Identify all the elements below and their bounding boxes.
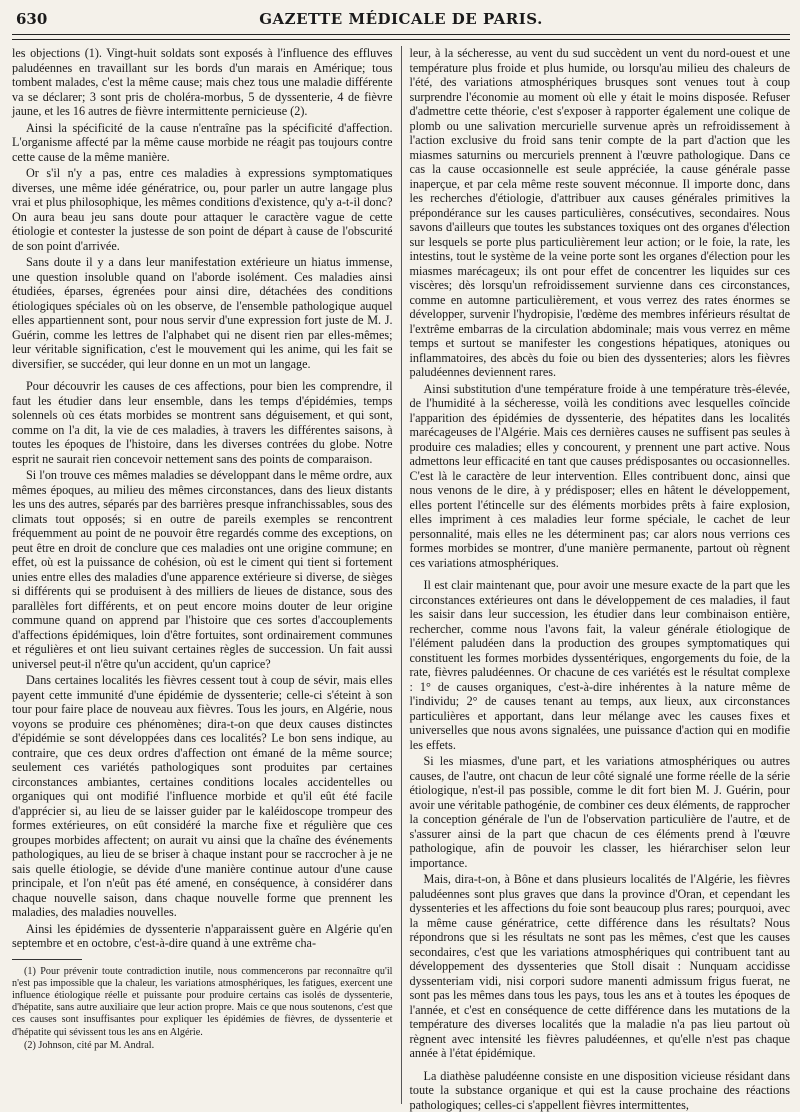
text-columns — [12, 46, 790, 1104]
footnote-rule — [12, 959, 82, 960]
page-header — [12, 10, 790, 32]
paragraph: Dans certaines localités les fièvres cessent tout à coup de sévir, mais elles payent cette immunité d'une épidémie de dyssenterie; celle-ci s'éteint à son tour pour faire place de nouveau aux fièvres. Tous les jours, en Algérie, nous voyons se produire ces phénomènes; dira-t-on que deux causes distinctes d'épidémie se sont développées dans ces localités? Le bon sens indique, au contraire, que ces deux ordres d'affection ont émané de la même source; seulement ces variétés pathologiques sont produites par certaines circonstances ambiantes, certaines conditions locales accidentelles ou organiques qui ont modifié l'influence morbide et qu'il eût été facile d'apprécier si, au lieu de se laisser guider par le kaléidoscope trompeur des formes extérieures, on eût considéré la marche fixe et régulière que ces groupes morbides affectent; on aurait vu ainsi que la chaîne des événements pathologiques, au lieu de se briser à chaque instant pour se raccrocher à je ne sais quelle étiologie, se dévide d'une manière continue autour d'une cause principale, et l'on n'eût pas été amené, en conséquence, à considérer dans chaque nouvelle saison, dans chaque nouvelle forme que prennent les maladies, des maladies nouvelles. — [12, 673, 393, 920]
header-rule — [12, 34, 790, 40]
paragraph: Pour découvrir les causes de ces affections, pour bien les comprendre, il faut les étudier dans leur ensemble, dans les temps d'épidémies, temps solennels où ces états morbides se montrent sans déguisement, et qui sont, comme on l'a dit, la vie de ces maladies, à travers les différentes saisons, à toutes les époques de l'histoire, dans les diverses contrées du globe. Notre esprit ne saurait rien concevoir nettement sans des points de comparaison. — [12, 379, 393, 466]
paragraph: les objections (1). Vingt-huit soldats sont exposés à l'influence des effluves paludéennes en travaillant sur les bords d'un marais en Amérique; tous tombent malades, c'est la même cause; mais chez tous une maladie différente va se déclarer; 3 sont pris de choléra-morbus, 5 de dyssenterie, 4 de fièvre jaune, et les 16 autres de fièvre intermittente pernicieuse (2). — [12, 46, 393, 119]
paragraph: Or s'il n'y a pas, entre ces maladies à expressions symptomatiques diverses, une même idée génératrice, ou, pour parler un autre langage plus vrai et plus philosophique, les mêmes conditions d'existence, qu'y a-t-il donc? On aura beau jeu sans doute pour attaquer le caractère vague de cette étiologie et contester la justesse de son point de départ à cause de l'obscurité de son point d'arrivée. — [12, 166, 393, 253]
right-column — [401, 46, 791, 1104]
journal-title: GAZETTE MÉDICALE DE PARIS. — [76, 10, 726, 28]
page-number: 630 — [16, 10, 76, 28]
paragraph: leur, à la sécheresse, au vent du sud succèdent un vent du nord-ouest et une température plus froide et plus humide, ou lorsqu'au milieu des chaleurs de l'été, des variations atmosphériques brusques sont venues tout à coup surprendre l'économie au moment où elle y était le moins disposée. Refuser d'admettre cette théorie, c'est s'exposer à rapporter également une colique de plomb ou une salivation mercurielle survenue après un refroidissement à l'action exclusive du froid sans tenir compte de la part d'action que les miasmes saturnins ou mercuriels prennent à l'œuvre pathologique. Dans ce cas la cause occasionnelle est seule appréciée, la cause générale passe inaperçue, et par cela même reste souvent méconnue. Il importe donc, dans les recherches d'étiologie, d'attribuer aux causes générales primitives la prépondérance sur les causes particulières, consécutives, secondaires. Nous savons d'ailleurs que toutes les substances toxiques ont des organes d'élection sur lesquels se porte plus particulièrement leur action; or le foie, la rate, les intestins, tout le système de la veine porte sont les organes d'élection pour les miasmes marécageux; ils ont pour effet de concentrer les liquides sur ces viscères; dès lorsqu'un refroidissement survienne dans ces circonstances, comme en automne particulièrement, et vous verrez des rates énormes se développer, survenir l'hydropisie, l'œdème des membres inférieurs résultat de l'extrême embarras de la circulation abdominale; mais vous verrez en même temps et surtout se manifester les congestions hépatiques, atoniques ou inflammatoires, des abcès du foie ou bien des dyssenteries; alors les fièvres paludéennes deviennent rares. — [410, 46, 791, 380]
paragraph: Ainsi la spécificité de la cause n'entraîne pas la spécificité d'affection. L'organisme affecté par la même cause morbide ne réagit pas toujours contre cette cause de la même manière. — [12, 121, 393, 165]
paragraph: Ainsi substitution d'une température froide à une température très-élevée, de l'humidité à la sécheresse, voilà les conditions avec lesquelles coïncide l'apparition des épidémies de dyssenterie, des hépatites dans les localités marécageuses de l'Algérie. Mais ces dernières causes ne suffisent pas seules à produire ces maladies; elles y concourent, y prennent une part active. Nous admettons leur efficacité en tant que causes prédisposantes ou occasionnelles. C'est là le caractère de leur intervention. Elles contribuent donc, ainsi que nous venons de le dire, à y prédisposer; elles en hâtent le développement, elles portent l'étincelle sur des éléments morbides prêts à faire explosion, elles impriment à ces maladies leur forme spéciale, le cachet de leur personnalité, mais elles ne les déterminent pas; car alors nous verrions ces formes morbides se montrer, d'une manière permanente, partout où règnent ces variations atmosphériques. — [410, 382, 791, 571]
footnote: (2) Johnson, cité par M. Andral. — [12, 1040, 393, 1052]
paragraph: Sans doute il y a dans leur manifestation extérieure un hiatus immense, une question insoluble quand on l'aborde isolément. Ces maladies ainsi étudiées, éparses, égrenées pour ainsi dire, détachées des conditions étiologiques spéciales où on les observe, de l'ensemble pathologique auquel elles appartiennent sont, pour nous servir d'une expression fort juste de M. J. Guérin, comme les lettres de l'alphabet qui ne disent rien par elles-mêmes; leur véritable signification, c'est le mouvement qui les anime, qui les fait se diversifier, se succéder, qui leur donne en un mot un langage. — [12, 255, 393, 371]
paragraph: La diathèse paludéenne consiste en une disposition vicieuse résidant dans toute la substance organique et qui est la cause prochaine des réactions pathologiques; celles-ci s'appellent fièvres intermittentes, — [410, 1069, 791, 1112]
paragraph: Ainsi les épidémies de dyssenterie n'apparaissent guère en Algérie qu'en septembre et en octobre, c'est-à-dire quand à une extrême cha- — [12, 922, 393, 951]
footnotes — [12, 966, 393, 1052]
paragraph: Si les miasmes, d'une part, et les variations atmosphériques ou autres causes, de l'autre, ont chacun de leur côté signalé une forme réelle de la série étiologique, n'est-il pas possible, comme le dit fort bien M. J. Guérin, pour avoir une véritable pathogénie, de combiner ces deux éléments, de rapprocher la conception générale de l'un de l'observation particulière de l'autre, et de s'assurer ainsi de la part que chacun de ces éléments prend à l'œuvre pathologique, afin de pouvoir les classer, les hiérarchiser selon leur importance. — [410, 754, 791, 870]
paragraph: Il est clair maintenant que, pour avoir une mesure exacte de la part que les circonstances extérieures ont dans le développement de ces maladies, il faut les saisir dans leur succession, les étudier dans leur combinaison entière, rechercher, comme nous l'avons fait, la valeur générale étiologique de l'élément paludéen dans la production des groupes symptomatiques qui constituent les formes morbides dyssentériques, engorgements du foie, de la rate, fièvres paludéennes. Or chacune de ces variétés est le résultat complexe : 1° de causes organiques, c'est-à-dire inhérentes à la nature même de l'individu; 2° de causes tenant au temps, aux lieux, aux circonstances particulières et apportant, dans leur mélange avec les causes fixes et universelles que nous avons signalées, une puissance d'action qui en modifie les effets. — [410, 578, 791, 752]
paragraph: Si l'on trouve ces mêmes maladies se développant dans le même ordre, aux mêmes époques, au milieu des mêmes circonstances, dans des lieux distants les uns des autres, séparés par des barrières presque infranchissables, sous des climats tout opposés; si en outre de pareils exemples se rencontrent fréquemment au point de ne pouvoir être regardés comme des exceptions, on peut être en droit de conclure que ces maladies ont une origine commune; en effet, où est la puissance de cohésion, où est le ciment qui tient si fortement unies entre elles des maladies d'une apparence extérieure si diverse, de sièges si différents qui se produisent à des milliers de lieues de distance, sous des parallèles fort différents, et on peut encore moins douter de leur origine commune quand on apprend par l'histoire que ces sortes d'accouplements d'affections épidémiques, loin d'être fortuites, sont ordinairement communes et régulières et ont lieu suivant certaines règles de succession. Un fait aussi universel peut-il n'être qu'un accident, qu'un caprice? — [12, 468, 393, 671]
footnote: (1) Pour prévenir toute contradiction inutile, nous commencerons par reconnaître qu'il n'est pas impossible que la chaleur, les variations atmosphériques, les fatigues, exercent une influence étiologique réelle et puissante pour produire certains cas isolés de dyssenterie, d'hépatite, sans autre auxiliaire que leur action propre. Mais ce que nous soutenons, c'est que ces causes sont insuffisantes pour expliquer les épidémies de fièvres, de dyssenterie et d'hépatite qui sévissent tous les ans en Algérie. — [12, 966, 393, 1039]
paragraph: Mais, dira-t-on, à Bône et dans plusieurs localités de l'Algérie, les fièvres paludéennes sont plus graves que dans la province d'Oran, et cependant les dyssenteries et les affections du foie sont beaucoup plus rares; pourquoi, avec la même cause génératrice, cette différence dans les résultats? Nous répondrons que si les résultats ne sont pas les mêmes, c'est que les causes secondaires, c'est que les variations atmosphériques qui contribuent tant au développement des dyssenteries que Stoll disait : Nunquam accidisse dyssenteriam vidi, nisi corpori sudore manenti admissum frigus fuerat, ne sont pas les mêmes dans tous les pays, tous les ans et à toutes les époques de l'année, et c'est en conséquence de cette différence dans les mutations de la température des diverses localités que la maladie n'a pas lieu partout où règnent avec intensité les fièvres paludéennes, et qu'elle n'est pas chaque année à l'état épidémique. — [410, 872, 791, 1061]
left-column — [12, 46, 401, 1104]
